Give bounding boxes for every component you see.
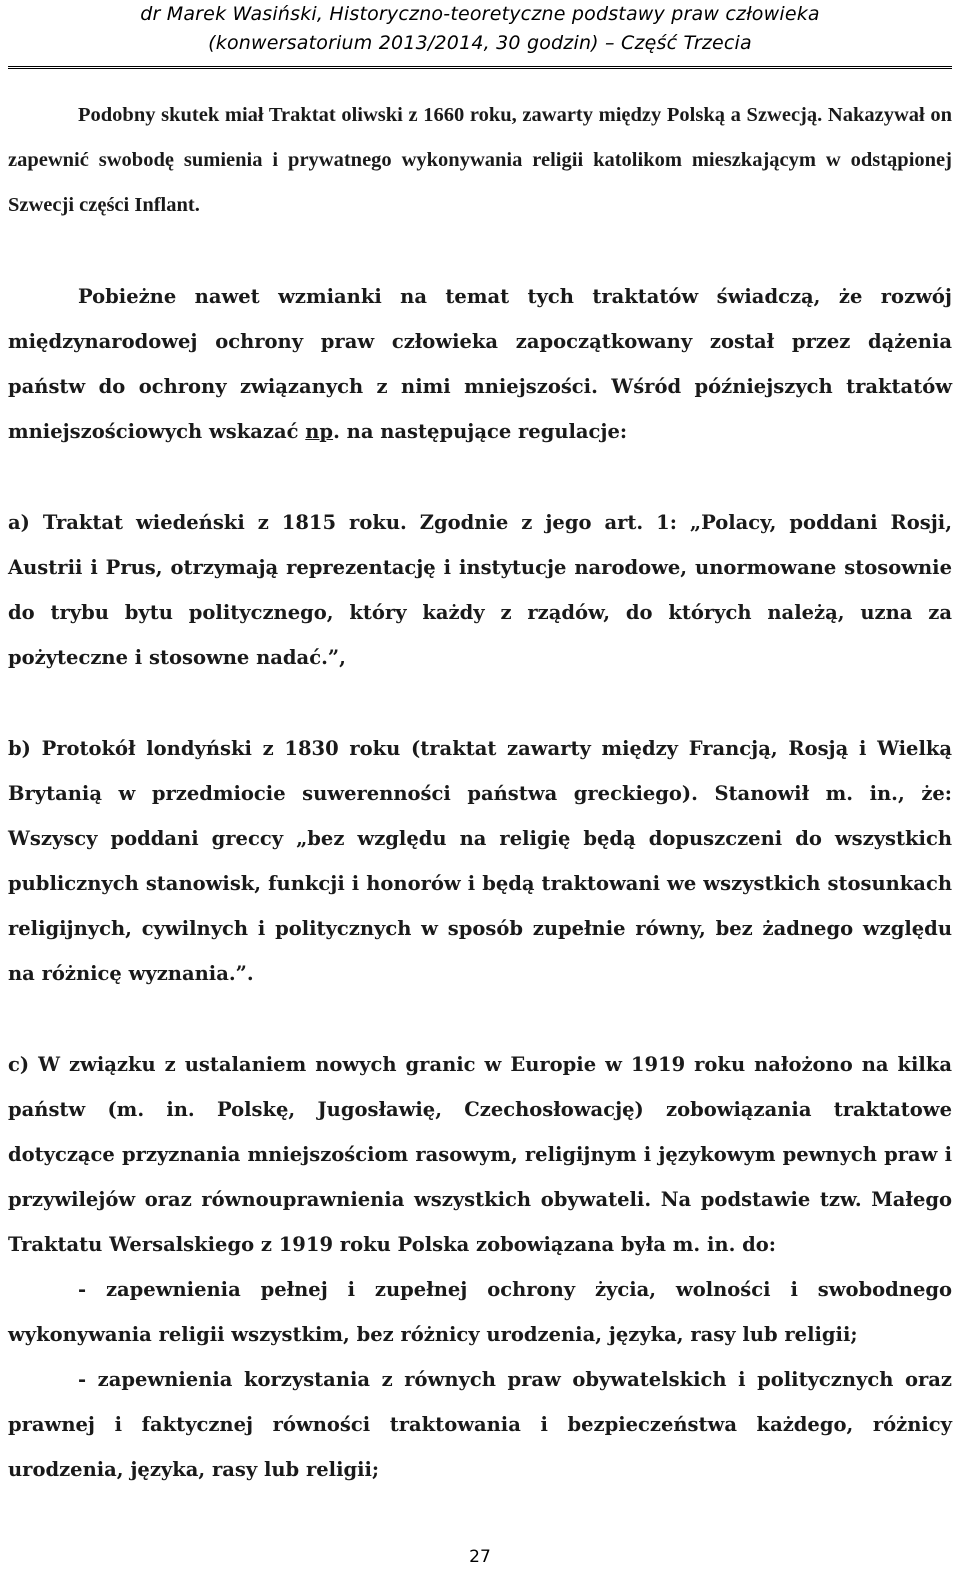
paragraph-item-b: b) Protokół londyński z 1830 roku (traktat zawarty między Francją, Rosją i Wielką Brytanią w przedmiocie suwerenności państwa greckiego). Stanowił m. in., że: Wszyscy poddani greccy „bez względu na religię będą dopuszczeni do wszystkich publicznych stanowisk, funkcji i honorów i będą traktowani we wszystkich stosunkach religijnych, cywilnych i politycznych w sposób zupełnie równy, bez żadnego względu na różnicę wyznania.”. [8,737,952,985]
list-item-dash-2: - zapewnienia korzystania z równych praw obywatelskich i politycznych oraz prawnej i faktycznej równości traktowania i bezpieczeństwa każdego, różnicy urodzenia, języka, rasy lub religii; [8,1368,952,1481]
page-number: 27 [469,1547,491,1567]
intro-text-1: Pobieżne nawet wzmianki na temat tych traktatów świadczą, że rozwój międzynarodowej ochrony praw człowieka zapoczątkowany został przez dążenia państw do ochrony związanych z nimi mniejszości. Wśród późniejszych traktatów mniejszościowych wskazać [8,285,952,443]
paragraph-item-c: c) W związku z ustalaniem nowych granic w Europie w 1919 roku nałożono na kilka państw (m. in. Polskę, Jugosławię, Czechosłowację) zobowiązania traktatowe dotyczące przyznania mniejszościom rasowym, religijnym i językowym pewnych praw i przywilejów oraz równouprawnienia wszystkich obywateli. Na podstawie tzw. Małego Traktatu Wersalskiego z 1919 roku Polska zobowiązana była m. in. do: [8,1053,952,1256]
paragraph-item-a: a) Traktat wiedeński z 1815 roku. Zgodnie z jego art. 1: „Polacy, poddani Rosji, Austrii i Prus, otrzymają reprezentację i instytucje narodowe, unormowane stosownie do trybu bytu politycznego, który każdy z rządów, do których należą, uzna za pożyteczne i stosowne nadać.”, [8,511,952,669]
list-item-dash-1: - zapewnienia pełnej i zupełnej ochrony życia, wolności i swobodnego wykonywania religii wszystkim, bez różnicy urodzenia, języka, rasy lub religii; [8,1278,952,1346]
intro-np: np [305,420,334,443]
header-line-1: dr Marek Wasiński, Historyczno-teoretyczne podstawy praw człowieka [140,3,820,25]
header-line-2: (konwersatorium 2013/2014, 30 godzin) – Część Trzecia [208,32,752,54]
paragraph-oliwa-treaty: Podobny skutek miał Traktat oliwski z 1660 roku, zawarty między Polską a Szwecją. Nakazywał on zapewnić swobodę sumienia i prywatnego wykonywania religii katolikom mieszkającym w odstąpionej Szwecji części Inflant. [8,104,952,216]
document-body [8,93,952,1492]
page-header [0,0,960,66]
paragraph-intro [8,274,952,454]
intro-text-2: . na następujące regulacje: [333,420,628,443]
header-divider [8,66,952,69]
